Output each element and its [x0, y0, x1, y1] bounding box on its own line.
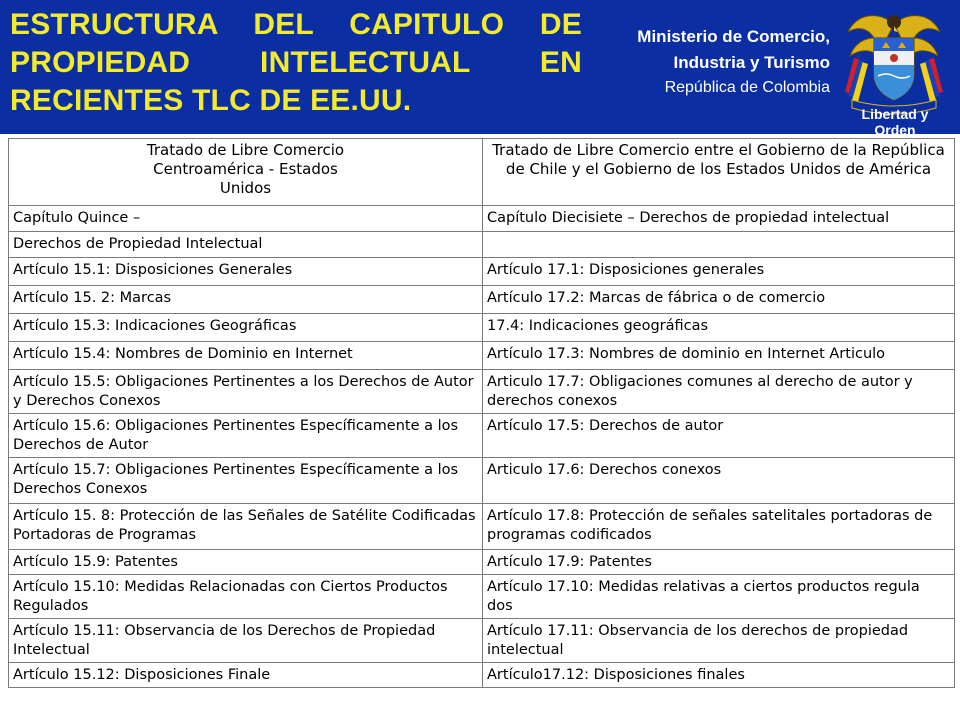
table-cell: Artículo 15. 8: Protección de las Señales de Satélite Codificadas Portadoras de Programas: [9, 504, 483, 550]
table-row: [9, 414, 955, 458]
table-cell: Artículo 15.3: Indicaciones Geográficas: [9, 314, 483, 342]
table-cell: 17.4: Indicaciones geográficas: [483, 314, 955, 342]
table-row: [9, 286, 955, 314]
table-cell: Artículo 17.3: Nombres de dominio en Internet Articulo: [483, 342, 955, 370]
table-cell: Artículo 17.2: Marcas de fábrica o de comercio: [483, 286, 955, 314]
table-cell: Artículo 15.12: Disposiciones Finale: [9, 663, 483, 688]
table-cell: Artículo 15.7: Obligaciones Pertinentes Específicamente a los Derechos Conexos: [9, 458, 483, 504]
table-cell: Articulo 17.6: Derechos conexos: [483, 458, 955, 504]
table-row: [9, 663, 955, 688]
table-cell: Articulo 17.7: Obligaciones comunes al derecho de autor y derechos conexos: [483, 370, 955, 414]
table-cell: Artículo 15.10: Medidas Relacionadas con Ciertos Productos Regulados: [9, 575, 483, 619]
table-row: [9, 504, 955, 550]
table-cell: Derechos de Propiedad Intelectual: [9, 232, 483, 258]
country-name: República de Colombia: [664, 79, 830, 96]
table-cell: Capítulo Diecisiete – Derechos de propiedad intelectual: [483, 206, 955, 232]
ministry-block: [570, 24, 830, 100]
table-row: [9, 458, 955, 504]
table-cell: Artículo 17.8: Protección de señales satelitales portadoras de programas codificados: [483, 504, 955, 550]
motto-text: Libertad y Orden: [861, 106, 929, 138]
ministry-name-line2: Industria y Turismo: [673, 53, 830, 72]
table-cell: Artículo 17.11: Observancia de los derechos de propiedad intelectual: [483, 619, 955, 663]
table-cell: Artículo 15.11: Observancia de los Derechos de Propiedad Intelectual: [9, 619, 483, 663]
table-cell: Artículo 15.5: Obligaciones Pertinentes a los Derechos de Autor y Derechos Conexos: [9, 370, 483, 414]
table-cell: Artículo 15.1: Disposiciones Generales: [9, 258, 483, 286]
table-row: [9, 575, 955, 619]
comparison-table: [8, 138, 955, 688]
slide-header: [0, 0, 960, 138]
table-cell: Artículo 15. 2: Marcas: [9, 286, 483, 314]
slide-title: ESTRUCTURA DEL CAPITULO DE PROPIEDAD INTELECTUAL EN RECIENTES TLC DE EE.UU.: [10, 8, 582, 117]
table-cell: Artículo 17.5: Derechos de autor: [483, 414, 955, 458]
table-cell: Artículo17.12: Disposiciones finales: [483, 663, 955, 688]
table-cell: [483, 232, 955, 258]
column-header-cafta: Tratado de Libre Comercio Centroamérica - Estados Unidos: [9, 139, 483, 206]
table-row: [9, 232, 955, 258]
table-cell: Artículo 17.9: Patentes: [483, 550, 955, 575]
table-cell: Artículo 17.10: Medidas relativas a ciertos productos regula dos: [483, 575, 955, 619]
ministry-name-line1: Ministerio de Comercio,: [637, 27, 830, 46]
table-cell: Artículo 15.6: Obligaciones Pertinentes Específicamente a los Derechos de Autor: [9, 414, 483, 458]
table-row: [9, 342, 955, 370]
table-cell: Artículo 17.1: Disposiciones generales: [483, 258, 955, 286]
column-header-chile: Tratado de Libre Comercio entre el Gobierno de la República de Chile y el Gobierno de los Estados Unidos de América: [483, 139, 955, 206]
table-row: [9, 619, 955, 663]
table-row: [9, 550, 955, 575]
table-cell: Artículo 15.4: Nombres de Dominio en Internet: [9, 342, 483, 370]
table-row: [9, 370, 955, 414]
table-row: [9, 206, 955, 232]
table-cell: Artículo 15.9: Patentes: [9, 550, 483, 575]
table-cell: Capítulo Quince –: [9, 206, 483, 232]
table-row: [9, 314, 955, 342]
table-row: [9, 258, 955, 286]
table-header-row: [9, 139, 955, 206]
